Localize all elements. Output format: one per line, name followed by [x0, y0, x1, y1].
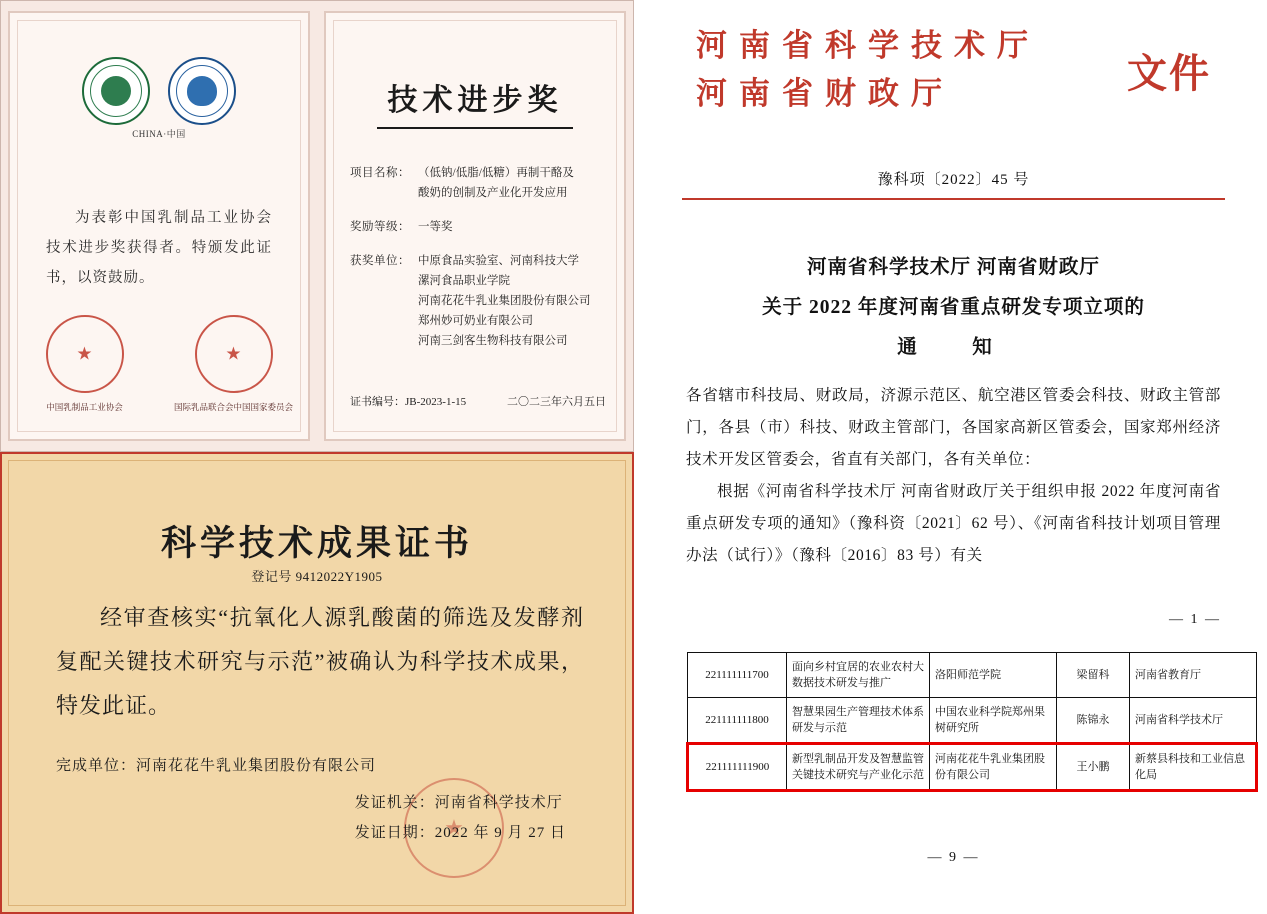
- achievement-unit-row: [56, 754, 376, 775]
- award-field-value-line: 一等奖: [418, 221, 453, 233]
- achievement-body-line: 经审查核实“抗氧化人源乳酸菌的筛选及发酵剂复配关键技术研究与示范”被确认为科学技术成果，特发此证。: [56, 605, 584, 718]
- agency-name-line-2: 河南省财政厅: [696, 76, 954, 111]
- agency-name-line-1: 河南省科学技术厅: [696, 28, 1040, 63]
- certificate-number: 证书编号：JB-2023-1-15: [350, 396, 467, 408]
- achievement-date-label: 发证日期：: [354, 825, 435, 841]
- cell-organization: 洛阳师范学院: [930, 653, 1057, 698]
- document-body: [686, 380, 1221, 572]
- document-title: [690, 248, 1217, 368]
- emblem-caption: CHINA·中国: [132, 129, 186, 139]
- science-achievement-certificate: [0, 452, 634, 914]
- award-field-value: [418, 163, 606, 203]
- page-number-top: — 1 —: [1169, 612, 1221, 627]
- association-seal-icon: [46, 315, 124, 393]
- project-list-table: [686, 652, 1258, 792]
- award-footer: [350, 393, 606, 409]
- certificate-date: 二〇二三年六月五日: [507, 396, 606, 408]
- cell-project-id: 221111111800: [688, 698, 787, 744]
- achievement-unit-value: 河南花花牛乳业集团股份有限公司: [136, 758, 377, 774]
- award-citation-text: [46, 203, 272, 293]
- emblem-group: [10, 57, 308, 125]
- award-field-label: 奖励等级：: [350, 221, 410, 233]
- seal-caption-group: [10, 401, 308, 413]
- achievement-title: 科学技术成果证书: [160, 524, 473, 563]
- achievement-date-value: 2022 年 9 月 27 日: [434, 825, 566, 841]
- seal-group: [10, 315, 308, 393]
- award-field-grade: [350, 217, 606, 237]
- award-field-value-line: 中原食品实验室、河南科技大学: [418, 255, 579, 267]
- award-field-value: [418, 251, 606, 351]
- document-header: [696, 22, 1211, 118]
- award-field-units: [350, 251, 606, 351]
- cell-project-id: 221111111900: [688, 744, 787, 791]
- cell-leader: 梁留科: [1057, 653, 1130, 698]
- issuing-agencies: [696, 22, 1117, 118]
- cell-project-name: 智慧果园生产管理技术体系研发与示范: [787, 698, 930, 744]
- achievement-body-text: [56, 596, 584, 728]
- award-field-value-line: 酸奶的创制及产业化开发应用: [418, 187, 568, 199]
- table-row: [688, 698, 1257, 744]
- page-number-bottom: — 9 —: [927, 850, 980, 865]
- award-field-value-line: 河南花花牛乳业集团股份有限公司: [418, 295, 591, 307]
- document-paragraph-basis: 根据《河南省科学技术厅 河南省财政厅关于组织申报 2022 年度河南省重点研发专项的通知》（豫科资〔2021〕62 号）、《河南省科技计划项目管理办法（试行）》（豫科〔2016〕83 号）有关: [686, 483, 1221, 564]
- table-row: [688, 653, 1257, 698]
- certificate-left-page: [8, 11, 310, 441]
- cell-department: 河南省科学技术厅: [1130, 698, 1257, 744]
- document-paragraph-recipients: 各省辖市科技局、财政局，济源示范区、航空港区管委会科技、财政主管部门，各县（市）科技、财政主管部门，各国家高新区管委会，国家郑州经济技术开发区管委会，省直有关部门，各有关单位：: [686, 387, 1221, 468]
- document-header-divider: [682, 198, 1225, 200]
- document-header-line: [696, 22, 1211, 118]
- award-field-value-line: 河南三剑客生物科技有限公司: [418, 335, 568, 347]
- award-citation-line: 为表彰中国乳制品工业协会技术进步奖获得者。特颁发此证书，以资鼓励。: [46, 210, 272, 286]
- cell-leader: 王小鹏: [1057, 744, 1130, 791]
- table-row-highlighted: [688, 744, 1257, 791]
- cell-organization: 中国农业科学院郑州果树研究所: [930, 698, 1057, 744]
- cell-project-id: 221111111700: [688, 653, 787, 698]
- idf-emblem-icon: [168, 57, 236, 125]
- cell-leader: 陈锦永: [1057, 698, 1130, 744]
- cell-project-name: 新型乳制品开发及智慧监管关键技术研究与产业化示范: [787, 744, 930, 791]
- achievement-registration-number: 登记号 9412022Y1905: [251, 569, 383, 584]
- award-field-value-line: 郑州妙可奶业有限公司: [418, 315, 533, 327]
- award-field-value: [418, 217, 606, 237]
- award-field-label: 获奖单位：: [350, 255, 410, 267]
- award-field-list: [350, 163, 606, 365]
- seal-caption-idf: 国际乳品联合会中国国家委员会: [173, 402, 293, 412]
- award-field-value-line: 漯河食品职业学院: [418, 275, 510, 287]
- official-document: [640, 0, 1267, 914]
- cell-project-name: 面向乡村宜居的农业农村大数据技术研发与推广: [787, 653, 930, 698]
- document-title-line-1: 河南省科学技术厅 河南省财政厅: [807, 257, 1100, 278]
- document-title-line-3: 通 知: [897, 337, 1010, 358]
- award-field-project: [350, 163, 606, 203]
- document-number: 豫科项〔2022〕45 号: [877, 172, 1030, 188]
- cell-department: 河南省教育厅: [1130, 653, 1257, 698]
- award-field-value-line: （低钠/低脂/低糖）再制干酪及: [418, 167, 574, 179]
- achievement-issuer-row: [355, 788, 566, 818]
- achievement-unit-label: 完成单位：: [56, 758, 137, 774]
- technology-progress-award-certificate: [0, 0, 634, 452]
- achievement-issuer-value: 河南省科学技术厅: [434, 795, 563, 811]
- dairy-association-emblem-icon: [82, 57, 150, 125]
- cell-organization: 河南花花牛乳业集团股份有限公司: [930, 744, 1057, 791]
- award-title: 技术进步奖: [326, 75, 624, 129]
- achievement-issuer-label: 发证机关：: [354, 795, 435, 811]
- certificate-right-page: [324, 11, 626, 441]
- idf-committee-seal-icon: [195, 315, 273, 393]
- cell-department: 新蔡县科技和工业信息化局: [1130, 744, 1257, 791]
- award-field-label: 项目名称：: [350, 167, 410, 179]
- document-title-line-2: 关于 2022 年度河南省重点研发专项立项的: [762, 297, 1145, 318]
- seal-caption-association: 中国乳制品工业协会: [46, 402, 123, 412]
- document-type-label: 文件: [1127, 50, 1211, 96]
- achievement-date-row: [355, 818, 566, 848]
- achievement-issuer-block: [355, 788, 566, 848]
